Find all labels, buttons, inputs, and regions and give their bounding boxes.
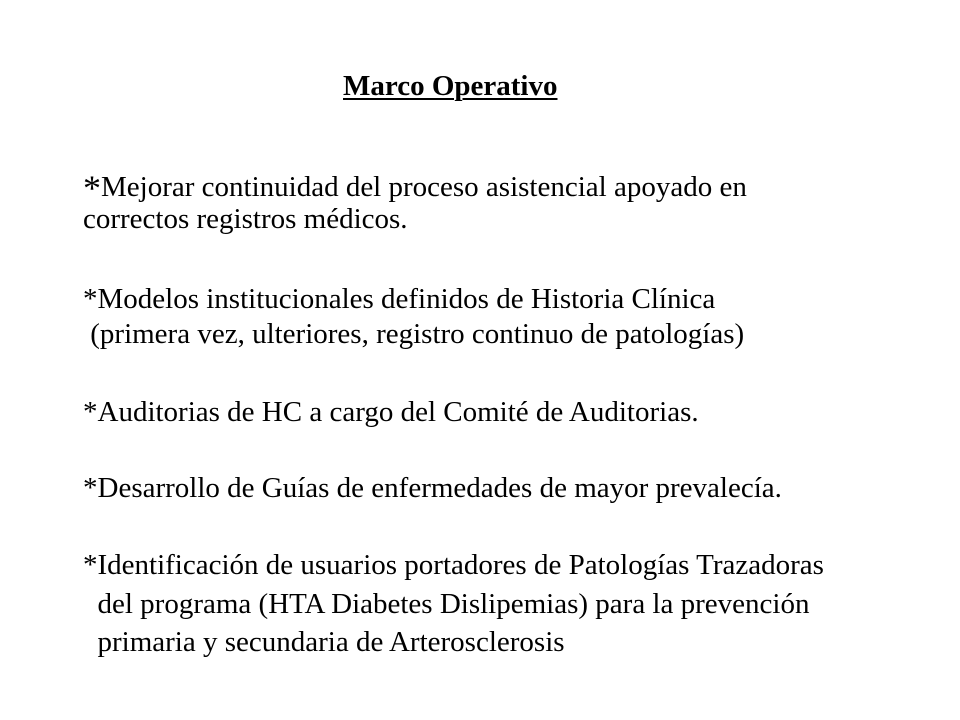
bullet-5-line-1: *Identificación de usuarios portadores de Patologías Trazadoras [83, 549, 824, 581]
bullet-2-line-2: (primera vez, ulteriores, registro continuo de patologías) [83, 318, 745, 350]
bullet-4-line-1: *Desarrollo de Guías de enfermedades de mayor prevalecía. [83, 472, 782, 504]
slide-title: Marco Operativo [343, 70, 558, 102]
bullet-5-line-3: primaria y secundaria de Arterosclerosis [83, 626, 565, 658]
bullet-1-line-1 [83, 166, 747, 208]
bullet-2-line-1: *Modelos institucionales definidos de Historia Clínica [83, 283, 716, 315]
bullet-5-line-2: del programa (HTA Diabetes Dislipemias) para la prevención [83, 588, 810, 620]
bullet-3-line-1: *Auditorias de HC a cargo del Comité de Auditorias. [83, 396, 699, 428]
bullet-1-text-1: Mejorar continuidad del proceso asistencial apoyado en [101, 171, 747, 203]
bullet-1-marker: * [83, 168, 101, 208]
bullet-1-line-2: correctos registros médicos. [83, 203, 408, 235]
